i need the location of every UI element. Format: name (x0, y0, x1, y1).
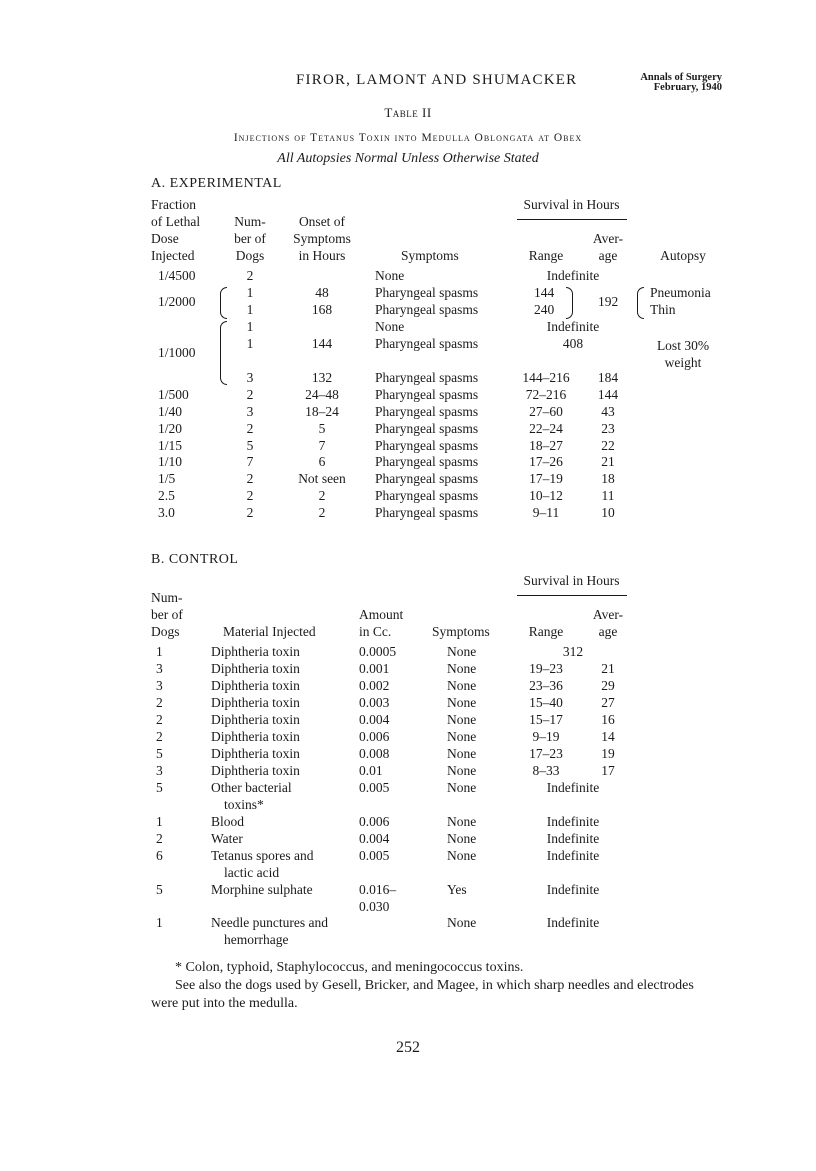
col-header-range: Range (528, 248, 564, 263)
amount-cell: 0.005 (359, 848, 390, 863)
symptoms-cell: None (447, 848, 477, 863)
onset-cell: 2 (318, 505, 326, 520)
col-header-onset-2: Symptoms (293, 231, 351, 246)
average-cell: 22 (601, 438, 615, 453)
amount-cell: 0.006 (359, 814, 390, 829)
dogs-cell: 6 (156, 848, 163, 863)
dogs-cell: 3 (246, 370, 254, 385)
average-cell: 18 (601, 471, 615, 486)
col-header-number-2: ber of (234, 231, 266, 246)
col-header-material: Material Injected (223, 624, 316, 639)
symptoms-cell: Yes (447, 882, 467, 897)
average-cell: 11 (601, 488, 615, 503)
amount-cell: 0.002 (359, 678, 390, 693)
dogs-cell: 1 (246, 336, 254, 351)
col-header-average-1: Aver- (592, 607, 624, 622)
fraction-cell: 1/4500 (158, 268, 196, 283)
journal-date: February, 1940 (653, 82, 722, 93)
average-cell: 27 (601, 695, 615, 710)
range-cell: Indefinite (546, 814, 600, 829)
table-note: All Autopsies Normal Unless Otherwise Stated (277, 151, 539, 166)
dogs-cell: 2 (246, 505, 254, 520)
symptoms-cell: None (447, 814, 477, 829)
range-cell: 408 (562, 336, 584, 351)
range-cell: 312 (562, 644, 584, 659)
average-cell: 19 (601, 746, 615, 761)
material-cell: Diphtheria toxin (211, 712, 300, 727)
symptoms-cell: Pharyngeal spasms (375, 404, 479, 419)
range-cell: 17–23 (529, 746, 563, 761)
onset-cell: 6 (318, 454, 326, 469)
autopsy-cell: Pneumonia (650, 285, 711, 300)
col-header-symptoms: Symptoms (432, 624, 490, 639)
range-cell: 144–216 (522, 370, 570, 385)
onset-cell: 48 (315, 285, 329, 300)
col-header-average-1: Aver- (592, 231, 624, 246)
col-header-number-1: Num- (151, 590, 183, 605)
symptoms-cell: None (447, 644, 477, 659)
col-header-fraction-2: of Lethal (151, 214, 201, 229)
symptoms-cell: Pharyngeal spasms (375, 471, 479, 486)
range-cell: Indefinite (546, 915, 600, 930)
material-cell: Needle punctures and (211, 915, 328, 930)
right-brace-icon (566, 287, 573, 319)
range-cell: Indefinite (546, 882, 600, 897)
symptoms-cell: None (447, 678, 477, 693)
page-number: 252 (396, 1039, 420, 1056)
material-cell: Tetanus spores and (211, 848, 314, 863)
symptoms-cell: Pharyngeal spasms (375, 370, 479, 385)
col-header-onset-1: Onset of (298, 214, 346, 229)
range-cell: 17–26 (529, 454, 563, 469)
material-cell: Diphtheria toxin (211, 644, 300, 659)
table-subtitle: Injections of Tetanus Toxin into Medulla Oblongata at Obex (233, 132, 583, 144)
see-also-note: See also the dogs used by Gesell, Bricker, and Magee, in which sharp needles and electrodes were put into the medulla. (151, 978, 694, 1011)
material-cell: Blood (211, 814, 245, 829)
average-cell: 14 (601, 729, 615, 744)
range-cell: 27–60 (529, 404, 563, 419)
col-header-average-2: age (598, 248, 618, 263)
fraction-cell: 1/500 (158, 387, 189, 402)
range-cell: Indefinite (546, 831, 600, 846)
range-cell: Indefinite (546, 268, 600, 283)
fraction-cell: 1/2000 (158, 294, 196, 309)
onset-cell: 2 (318, 488, 326, 503)
col-header-autopsy: Autopsy (660, 248, 706, 263)
average-cell: 23 (601, 421, 615, 436)
symptoms-cell: Pharyngeal spasms (375, 285, 479, 300)
col-header-average-2: age (598, 624, 618, 639)
dogs-cell: 3 (156, 678, 163, 693)
material-cell: Morphine sulphate (211, 882, 313, 897)
dogs-cell: 2 (156, 695, 163, 710)
survival-rule (517, 595, 627, 596)
table-title: Table II (384, 105, 432, 120)
average-cell: 17 (601, 763, 615, 778)
dogs-cell: 1 (156, 644, 163, 659)
material-cell: Diphtheria toxin (211, 763, 300, 778)
range-cell: 10–12 (529, 488, 563, 503)
dogs-cell: 2 (156, 729, 163, 744)
symptoms-cell: Pharyngeal spasms (375, 505, 479, 520)
dogs-cell: 5 (246, 438, 254, 453)
amount-cell: 0.006 (359, 729, 390, 744)
onset-cell: 168 (311, 302, 333, 317)
fraction-cell: 1/20 (158, 421, 183, 436)
symptoms-cell: Pharyngeal spasms (375, 488, 479, 503)
autopsy-cell: Thin (650, 302, 676, 317)
dogs-cell: 1 (246, 285, 254, 300)
dogs-cell: 3 (156, 661, 163, 676)
col-header-range: Range (528, 624, 564, 639)
range-cell: 19–23 (529, 661, 563, 676)
running-title: FIROR, LAMONT AND SHUMACKER (296, 72, 578, 88)
dogs-cell: 5 (156, 746, 163, 761)
autopsy-cell: Lost 30% weight (656, 338, 710, 370)
amount-cell: 0.01 (359, 763, 383, 778)
material-cell-line-2: toxins* (224, 797, 264, 812)
fraction-cell: 1/15 (158, 438, 183, 453)
amount-cell: 0.016– (359, 882, 397, 897)
fraction-cell: 1/10 (158, 454, 183, 469)
average-cell: 21 (601, 661, 615, 676)
dogs-cell: 2 (156, 831, 163, 846)
dogs-cell: 2 (156, 712, 163, 727)
material-cell: Water (211, 831, 243, 846)
range-cell: 144 (534, 285, 555, 300)
range-cell: 17–19 (529, 471, 563, 486)
dogs-cell: 5 (156, 780, 163, 795)
material-cell-line-2: lactic acid (224, 865, 280, 880)
average-cell: 192 (598, 294, 619, 309)
dogs-cell: 2 (246, 387, 254, 402)
material-cell-line-2: hemorrhage (224, 932, 289, 947)
symptoms-cell: Pharyngeal spasms (375, 302, 479, 317)
symptoms-cell: None (447, 712, 477, 727)
range-cell: 15–17 (529, 712, 563, 727)
left-brace-icon (637, 287, 644, 319)
symptoms-cell: None (447, 695, 477, 710)
range-cell: 22–24 (529, 421, 563, 436)
dogs-cell: 1 (246, 319, 254, 334)
dogs-cell: 2 (246, 471, 254, 486)
col-header-fraction-4: Injected (151, 248, 195, 263)
col-header-number-1: Num- (234, 214, 266, 229)
range-cell: 72–216 (525, 387, 567, 402)
material-cell: Diphtheria toxin (211, 678, 300, 693)
col-header-onset-3: in Hours (298, 248, 346, 263)
average-cell: 43 (601, 404, 615, 419)
symptoms-cell: None (447, 831, 477, 846)
symptoms-cell: Pharyngeal spasms (375, 336, 479, 351)
fraction-cell: 1/1000 (158, 345, 196, 360)
dogs-cell: 1 (246, 302, 254, 317)
onset-cell: 7 (318, 438, 326, 453)
survival-rule (517, 219, 627, 220)
col-header-amount-1: Amount (359, 607, 404, 622)
dogs-cell: 3 (246, 404, 254, 419)
range-cell: 15–40 (529, 695, 563, 710)
symptoms-cell: None (375, 268, 405, 283)
material-cell: Diphtheria toxin (211, 729, 300, 744)
journal-name: Annals of Surgery (640, 72, 722, 83)
symptoms-cell: Pharyngeal spasms (375, 421, 479, 436)
average-cell: 10 (601, 505, 615, 520)
fraction-cell: 3.0 (158, 505, 175, 520)
average-cell: 21 (601, 454, 615, 469)
range-cell: 9–11 (532, 505, 560, 520)
fraction-cell: 1/5 (158, 471, 176, 486)
symptoms-cell: None (447, 661, 477, 676)
col-header-amount-2: in Cc. (359, 624, 392, 639)
amount-cell: 0.0005 (359, 644, 397, 659)
dogs-cell: 3 (156, 763, 163, 778)
col-header-number-3: Dogs (151, 624, 180, 639)
amount-cell: 0.008 (359, 746, 390, 761)
journal-info (640, 73, 722, 93)
symptoms-cell: None (447, 746, 477, 761)
dogs-cell: 1 (156, 814, 163, 829)
onset-cell: 132 (311, 370, 333, 385)
col-header-survival: Survival in Hours (523, 573, 620, 588)
col-header-survival: Survival in Hours (523, 197, 620, 212)
symptoms-cell: None (447, 763, 477, 778)
symptoms-cell: None (447, 780, 477, 795)
symptoms-cell: None (375, 319, 405, 334)
range-cell: 23–36 (529, 678, 563, 693)
symptoms-cell: None (447, 729, 477, 744)
material-cell: Diphtheria toxin (211, 661, 300, 676)
average-cell: 144 (597, 387, 619, 402)
range-cell: Indefinite (546, 319, 600, 334)
material-cell: Other bacterial (211, 780, 292, 795)
symptoms-cell: None (447, 915, 477, 930)
onset-cell: 5 (318, 421, 326, 436)
amount-cell: 0.004 (359, 712, 390, 727)
amount-cell: 0.005 (359, 780, 390, 795)
amount-cell: 0.003 (359, 695, 390, 710)
average-cell: 16 (601, 712, 615, 727)
symptoms-cell: Pharyngeal spasms (375, 454, 479, 469)
symptoms-cell: Pharyngeal spasms (375, 438, 479, 453)
dogs-cell: 1 (156, 915, 163, 930)
material-cell: Diphtheria toxin (211, 746, 300, 761)
dogs-cell: 2 (246, 268, 254, 283)
col-header-number-2: ber of (151, 607, 183, 622)
dogs-cell: 7 (246, 454, 254, 469)
col-header-symptoms: Symptoms (401, 248, 459, 263)
footnote: * Colon, typhoid, Staphylococcus, and meningococcus toxins. (175, 960, 524, 975)
range-cell: 8–33 (532, 763, 560, 778)
dogs-cell: 2 (246, 421, 254, 436)
onset-cell: 18–24 (305, 404, 339, 419)
range-cell: 240 (534, 302, 555, 317)
average-cell: 184 (597, 370, 619, 385)
amount-cell-line-2: 0.030 (359, 899, 390, 914)
fraction-cell: 2.5 (158, 488, 175, 503)
amount-cell: 0.004 (359, 831, 390, 846)
range-cell: Indefinite (546, 780, 600, 795)
range-cell: Indefinite (546, 848, 600, 863)
symptoms-cell: Pharyngeal spasms (375, 387, 479, 402)
range-cell: 18–27 (529, 438, 563, 453)
amount-cell: 0.001 (359, 661, 390, 676)
range-cell: 9–19 (532, 729, 560, 744)
dogs-cell: 5 (156, 882, 163, 897)
onset-cell: Not seen (298, 471, 346, 486)
dogs-cell: 2 (246, 488, 254, 503)
average-cell: 29 (601, 678, 615, 693)
control-section-title: B. CONTROL (151, 552, 239, 567)
onset-cell: 24–48 (305, 387, 339, 402)
experimental-section-title: A. EXPERIMENTAL (151, 176, 282, 191)
onset-cell: 144 (311, 336, 333, 351)
col-header-fraction-3: Dose (151, 231, 179, 246)
col-header-number-3: Dogs (235, 248, 265, 263)
fraction-cell: 1/40 (158, 404, 183, 419)
col-header-fraction-1: Fraction (151, 197, 196, 212)
material-cell: Diphtheria toxin (211, 695, 300, 710)
